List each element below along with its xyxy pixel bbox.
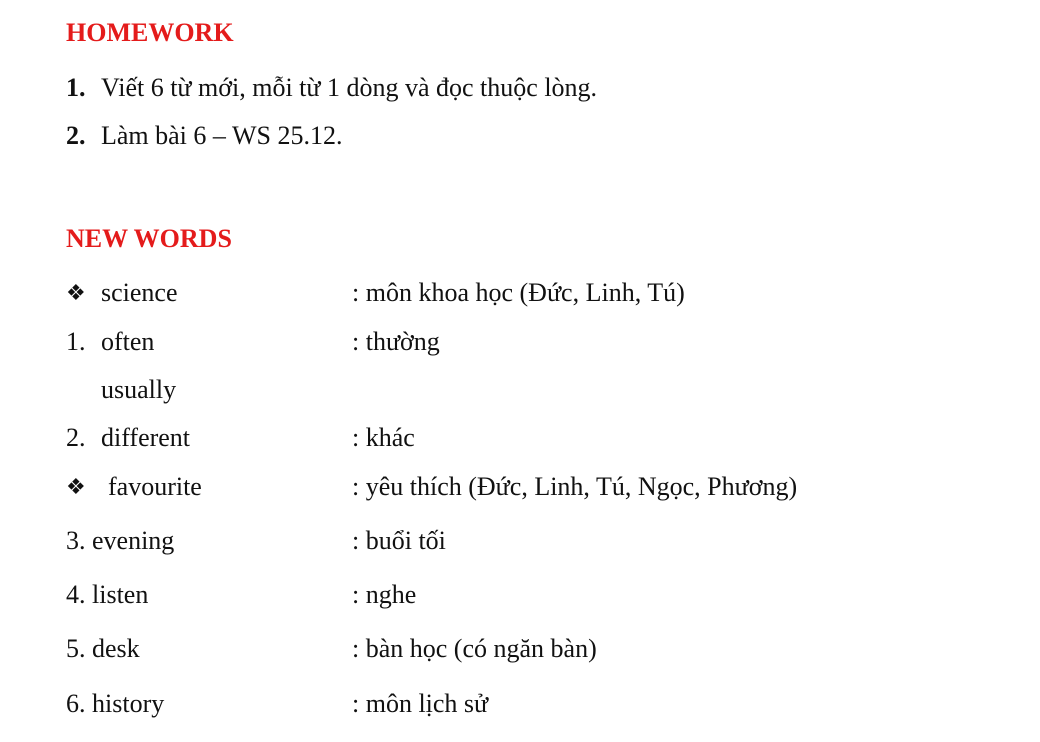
homework-heading: HOMEWORK — [66, 18, 234, 47]
diamond-bullet-icon: ❖ — [66, 281, 86, 306]
meaning-different: : khác — [352, 423, 415, 452]
meaning-often: : thường — [352, 327, 440, 356]
word-usually: usually — [101, 375, 177, 404]
meaning-desk: : bàn học (có ngăn bàn) — [352, 634, 597, 663]
meaning-listen: : nghe — [352, 580, 417, 609]
meaning-science: : môn khoa học (Đức, Linh, Tú) — [352, 278, 685, 307]
word-history: 6. history — [66, 689, 165, 718]
meaning-evening: : buổi tối — [352, 526, 446, 555]
word-different: different — [101, 423, 191, 452]
word-favourite: favourite — [108, 472, 202, 501]
meaning-favourite: : yêu thích (Đức, Linh, Tú, Ngọc, Phương) — [352, 472, 798, 501]
new-words-heading: NEW WORDS — [66, 224, 232, 253]
word-evening: 3. evening — [66, 526, 175, 555]
word-desk: 5. desk — [66, 634, 140, 663]
word-often: often — [101, 327, 155, 356]
homework-item-2-text: Làm bài 6 – WS 25.12. — [101, 121, 343, 150]
homework-item-2-number: 2. — [66, 121, 86, 150]
homework-item-1-number: 1. — [66, 73, 86, 102]
list-number-2: 2. — [66, 423, 86, 452]
meaning-history: : môn lịch sử — [352, 689, 489, 718]
word-listen: 4. listen — [66, 580, 149, 609]
list-number-1: 1. — [66, 327, 86, 356]
diamond-bullet-icon: ❖ — [66, 475, 86, 500]
word-science: science — [101, 278, 178, 307]
homework-item-1-text: Viết 6 từ mới, mỗi từ 1 dòng và đọc thuộc lòng. — [101, 73, 598, 102]
